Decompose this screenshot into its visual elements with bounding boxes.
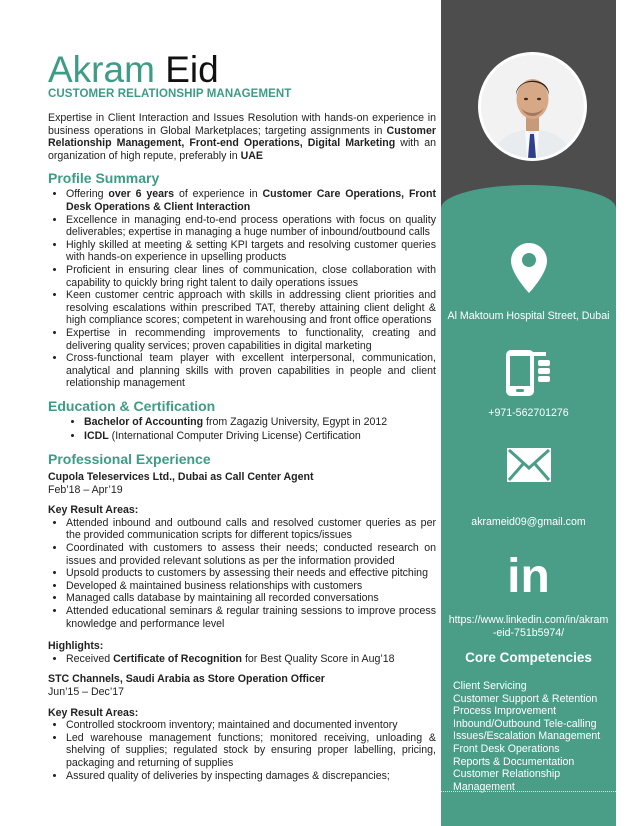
list-item: • Led warehouse management functions; monitored receiving, unloading & shelving of supplies; regulated stock by ensuring proper labelling, pricing, packaging and returning of supplies	[66, 732, 436, 770]
list-item: • Developed & maintained business relationships with customers	[66, 580, 436, 593]
first-name: Akram	[48, 49, 155, 90]
list-item: • Attended inbound and outbound calls and resolved customer queries as per the provided communication scripts for different topics/issues	[66, 517, 436, 542]
competency-item: Customer Support & Retention	[453, 692, 598, 705]
competency-item: Client Servicing	[453, 680, 527, 692]
list-item: • Assured quality of deliveries by inspecting damages & discrepancies;	[66, 770, 436, 783]
phone-text: +971-562701276	[488, 407, 569, 419]
job1-kra-label: Key Result Areas:	[48, 504, 139, 517]
address-text: Al Maktoum Hospital Street, Dubai	[447, 310, 610, 322]
mobile-phone-icon	[441, 346, 616, 398]
education-list	[48, 416, 436, 443]
list-item: • Highly skilled at meeting & setting KPI targets and resolving customer queries with hands-on experience in upselling products	[66, 239, 436, 264]
resume-main-column	[48, 49, 437, 782]
profile-summary-list	[48, 188, 436, 390]
list-item: • Expertise in recommending improvements to functionality, creating and delivering quality services; proven capabilities in digital marketing	[66, 327, 436, 352]
job2-dates: Jun’15 – Dec’17	[48, 685, 124, 698]
intro-paragraph: Expertise in Client Interaction and Issues Resolution with hands-on experience in business operations in Global Marketplaces; targeting assignments in Customer Relationship Management, Front-end Operations, Digital Marketing with an organization of high repute, preferably in UAE	[48, 112, 436, 162]
list-item: • Coordinated with customers to assess their needs; conducted research on issues and provided relevant solutions as per the information provided	[66, 542, 436, 567]
linkedin-icon	[441, 552, 616, 602]
competency-item: Customer Relationship	[453, 768, 561, 781]
list-item: • Offering over 6 years of experience in Customer Care Operations, Front Desk Operations & Client Interaction	[66, 188, 436, 213]
list-item: • Proficient in ensuring clear lines of communication, close collaboration with capability to quickly bring right talent to daily operations issues	[66, 264, 436, 289]
list-item: • Controlled stockroom inventory; maintained and documented inventory	[66, 719, 436, 732]
candidate-name	[48, 49, 436, 90]
contact-sidebar	[441, 0, 616, 826]
list-item: • ICDL (International Computer Driving License) Certification	[84, 430, 436, 443]
list-item: • Attended educational seminars & regular training sessions to improve process knowledge and performance level	[66, 605, 436, 630]
email-text[interactable]: akrameid09@gmail.com	[471, 516, 586, 528]
competency-item: Inbound/Outbound Tele-calling	[453, 717, 597, 730]
core-competencies-heading: Core Competencies	[465, 650, 592, 665]
competency-item: Process Improvement	[453, 705, 557, 718]
linkedin-url[interactable]: https://www.linkedin.com/in/akram-eid-751b5974/	[448, 614, 609, 639]
envelope-icon	[441, 447, 616, 483]
job2-kra-label: Key Result Areas:	[48, 706, 139, 719]
job2-title: STC Channels, Saudi Arabia as Store Operation Officer	[48, 673, 325, 686]
competency-item: Issues/Escalation Management	[453, 730, 601, 743]
competency-item: Management	[453, 780, 515, 793]
education-heading: Education & Certification	[48, 397, 216, 414]
job1-highlights-list	[48, 653, 436, 666]
location-pin-icon	[441, 243, 616, 293]
professional-title: CUSTOMER RELATIONSHIP MANAGEMENT	[48, 88, 292, 100]
divider	[441, 791, 616, 792]
profile-photo	[478, 52, 587, 161]
experience-heading: Professional Experience	[48, 451, 211, 468]
list-item: • Cross-functional team player with excellent interpersonal, communication, analytical and planning skills with proven capabilities in people and client relationship management	[66, 352, 436, 390]
competency-item: Front Desk Operations	[453, 742, 560, 755]
profile-summary-heading: Profile Summary	[48, 170, 160, 187]
job2-kra-list	[48, 719, 436, 782]
list-item: • Upsold products to customers by assessing their needs and effective pitching	[66, 567, 436, 580]
job1-highlights-label: Highlights:	[48, 640, 104, 653]
job1-title: Cupola Teleservices Ltd., Dubai as Call Center Agent	[48, 471, 314, 484]
photo-header	[441, 0, 616, 212]
list-item: • Received Certificate of Recognition for Best Quality Score in Aug’18	[66, 653, 436, 666]
competency-item: Reports & Documentation	[453, 755, 575, 768]
list-item: • Excellence in managing end-to-end process operations with focus on quality deliverables; expertise in managing a huge number of inbound/outbound calls	[66, 214, 436, 239]
linkedin-icon-text: in	[507, 550, 550, 603]
list-item: • Keen customer centric approach with skills in addressing client priorities and resolving escalations within prescribed TAT, thereby attaining client delight & high compliance scores; competent in warehousing and front office operations	[66, 289, 436, 327]
job1-kra-list	[48, 517, 436, 630]
job1-dates: Feb’18 – Apr’19	[48, 483, 123, 496]
list-item: • Managed calls database by maintaining all recorded conversations	[66, 592, 436, 605]
last-name: Eid	[165, 49, 219, 90]
list-item: • Bachelor of Accounting from Zagazig University, Egypt in 2012	[84, 416, 436, 429]
core-competencies-list	[453, 680, 613, 793]
